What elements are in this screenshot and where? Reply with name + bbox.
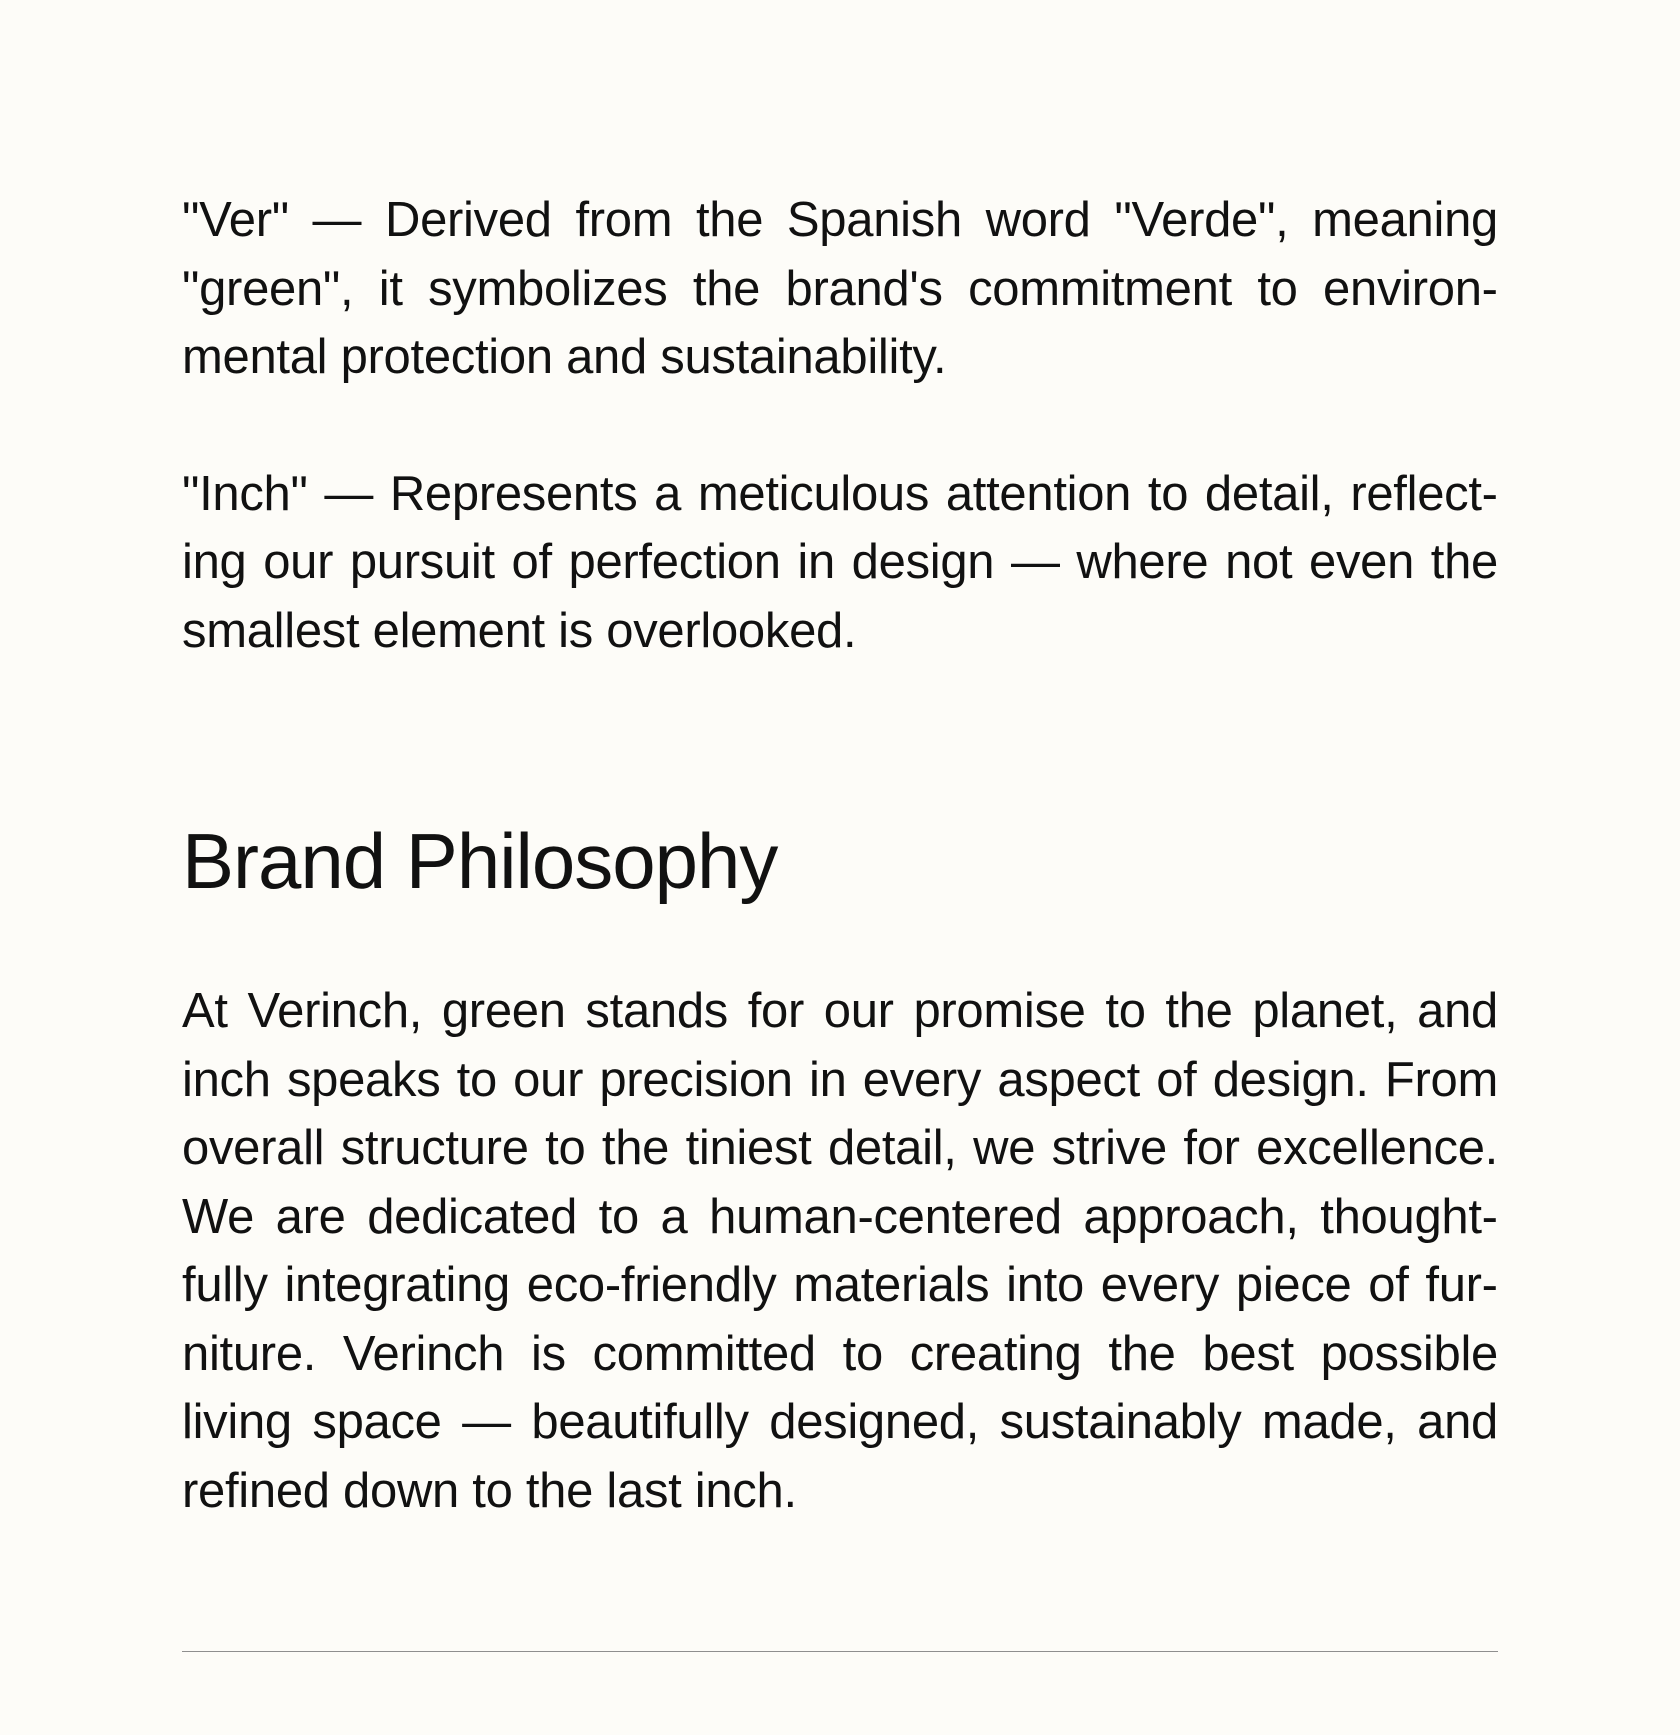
brand-philosophy-section [182,977,1498,1525]
brand-philosophy-header [182,816,1498,906]
brand-philosophy-paragraph: At Verinch, green stands for our promise to the planet, and inch speaks to our precision in every aspect of design. From overall structure to the tiniest detail, we strive for excellence. We are dedicated to a human-centered approach, thoughtfully integrating eco-friendly materials into every piece of furniture. Verinch is committed to creating the best possible living space — beautifully designed, sustainably made, and refined down to the last inch. [182,984,1498,1518]
inch-meaning-paragraph: "Inch" — Represents a meticulous attention to detail, reflecting our pursuit of perfection in design — where not even the smallest element is overlooked. [182,466,1498,658]
name-meaning-section [182,186,1498,665]
section-divider [182,1651,1498,1652]
brand-philosophy-title: Brand Philosophy [182,817,778,905]
ver-meaning-paragraph: "Ver" — Derived from the Spanish word "Verde", meaning "green", it symbolizes the brand's commitment to environmental protection and sustainability. [182,193,1498,384]
